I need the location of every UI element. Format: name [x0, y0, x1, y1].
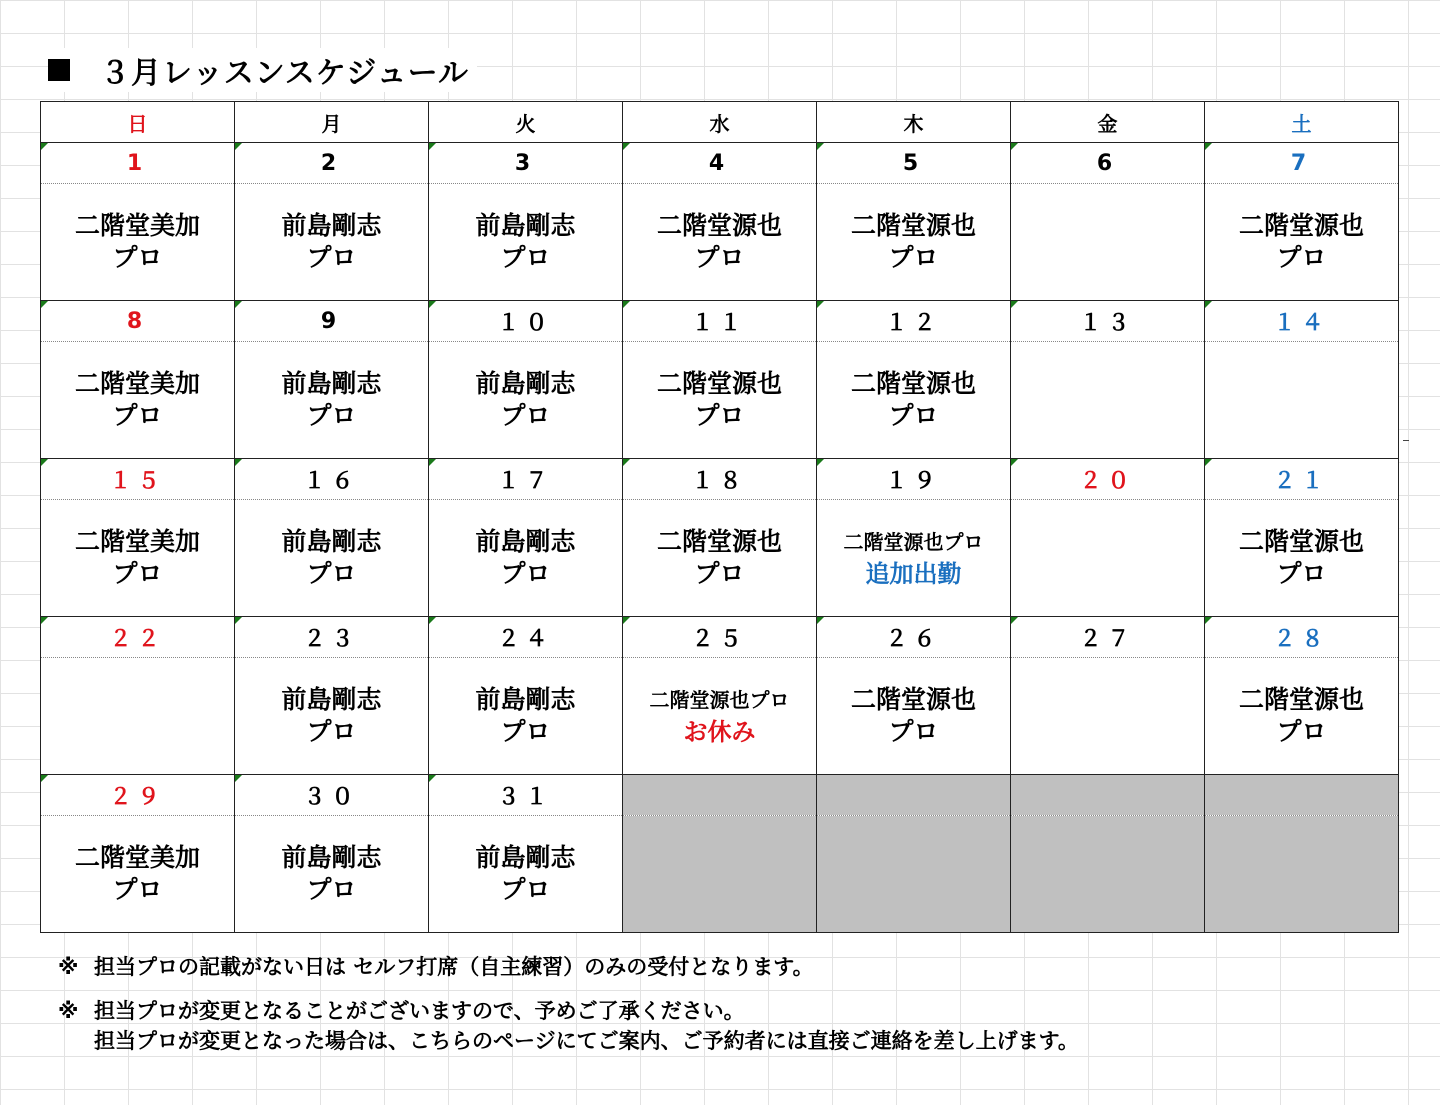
- date-cell: 1: [41, 143, 235, 184]
- schedule-cell: [1205, 184, 1399, 301]
- note-mark: ※: [58, 999, 79, 1023]
- schedule-cell: [429, 816, 623, 933]
- instructor-title: プロ: [888, 717, 939, 746]
- instructor-name: 二階堂源也プロ: [649, 688, 790, 712]
- date-cell: 5: [817, 143, 1011, 184]
- instructor-name: 二階堂源也: [656, 527, 782, 556]
- weekday-sat: 土: [1205, 102, 1399, 143]
- instructor-name: 二階堂源也: [656, 211, 782, 240]
- instructor-name: 二階堂源也: [1238, 685, 1364, 714]
- schedule-cell: [1205, 342, 1399, 459]
- date-cell: ２７: [1011, 617, 1205, 658]
- notes-section: [58, 952, 1079, 1056]
- instructor-title: プロ: [694, 243, 745, 272]
- schedule-cell: [1011, 658, 1205, 775]
- weekday-sun: 日: [41, 102, 235, 143]
- day-off-label: お休み: [683, 718, 756, 746]
- instructor-name: 二階堂美加: [74, 527, 200, 556]
- schedule-cell: [429, 342, 623, 459]
- schedule-cell: [235, 184, 429, 301]
- instructor-title: プロ: [500, 401, 551, 430]
- schedule-cell: [235, 816, 429, 933]
- schedule-cell: [41, 184, 235, 301]
- week-5-date-row: [41, 775, 1399, 816]
- date-cell: ２３: [235, 617, 429, 658]
- note-text: 担当プロが変更となることがございますので、予めご了承ください。: [94, 999, 745, 1023]
- note-row: [58, 996, 1079, 1026]
- date-cell: １４: [1205, 301, 1399, 342]
- schedule-cell: [41, 500, 235, 617]
- date-cell: ２９: [41, 775, 235, 816]
- instructor-title: プロ: [500, 717, 551, 746]
- note-text: 担当プロが変更となった場合は、こちらのページにてご案内、ご予約者には直接ご連絡を差し上げます。: [94, 1029, 1079, 1053]
- date-cell: ２８: [1205, 617, 1399, 658]
- schedule-cell: [1205, 500, 1399, 617]
- schedule-cell: [41, 342, 235, 459]
- instructor-name: 二階堂美加: [74, 369, 200, 398]
- instructor-name: 前島剛志: [281, 369, 382, 398]
- date-cell: １３: [1011, 301, 1205, 342]
- schedule-cell: [1011, 184, 1205, 301]
- week-5-schedule-row: [41, 816, 1399, 933]
- instructor-name: 二階堂源也: [1238, 527, 1364, 556]
- date-cell: １８: [623, 459, 817, 500]
- instructor-name: 二階堂美加: [74, 211, 200, 240]
- instructor-name: 前島剛志: [281, 527, 382, 556]
- blocked-cell: [623, 775, 817, 816]
- instructor-title: プロ: [888, 401, 939, 430]
- weekday-tue: 火: [429, 102, 623, 143]
- instructor-name: 前島剛志: [475, 685, 576, 714]
- date-cell: 2: [235, 143, 429, 184]
- instructor-title: プロ: [694, 559, 745, 588]
- date-cell: 7: [1205, 143, 1399, 184]
- schedule-cell: [41, 816, 235, 933]
- date-cell: ２１: [1205, 459, 1399, 500]
- note-row: [58, 952, 1079, 982]
- date-cell: １９: [817, 459, 1011, 500]
- instructor-title: プロ: [500, 559, 551, 588]
- week-2-date-row: [41, 301, 1399, 342]
- blocked-cell: [1011, 816, 1205, 933]
- date-cell: 3: [429, 143, 623, 184]
- instructor-name: 二階堂源也: [850, 369, 976, 398]
- date-cell: ２６: [817, 617, 1011, 658]
- schedule-cell: [429, 184, 623, 301]
- weekday-wed: 水: [623, 102, 817, 143]
- instructor-title: プロ: [306, 243, 357, 272]
- date-cell: ３１: [429, 775, 623, 816]
- instructor-name: 前島剛志: [281, 685, 382, 714]
- date-cell: ２５: [623, 617, 817, 658]
- schedule-cell: [429, 500, 623, 617]
- blocked-cell: [1205, 775, 1399, 816]
- page-title: [48, 48, 477, 92]
- date-cell: 6: [1011, 143, 1205, 184]
- instructor-title: プロ: [306, 875, 357, 904]
- instructor-title: プロ: [112, 559, 163, 588]
- week-1-date-row: [41, 143, 1399, 184]
- stray-mark: [1403, 440, 1409, 441]
- calendar-table: [40, 101, 1399, 933]
- instructor-name: 前島剛志: [475, 369, 576, 398]
- blocked-cell: [817, 816, 1011, 933]
- schedule-cell: [429, 658, 623, 775]
- date-cell: １６: [235, 459, 429, 500]
- date-cell: １５: [41, 459, 235, 500]
- schedule-cell: [623, 184, 817, 301]
- date-cell: ２２: [41, 617, 235, 658]
- date-cell: １１: [623, 301, 817, 342]
- weekday-header-row: [41, 102, 1399, 143]
- note-mark: ※: [58, 955, 79, 979]
- schedule-cell: [623, 342, 817, 459]
- schedule-cell: [41, 658, 235, 775]
- instructor-title: プロ: [306, 401, 357, 430]
- date-cell: ２４: [429, 617, 623, 658]
- instructor-name: 二階堂美加: [74, 843, 200, 872]
- week-2-schedule-row: [41, 342, 1399, 459]
- instructor-name: 前島剛志: [475, 843, 576, 872]
- instructor-name: 前島剛志: [475, 211, 576, 240]
- schedule-cell: [817, 342, 1011, 459]
- instructor-title: プロ: [306, 559, 357, 588]
- instructor-title: プロ: [306, 717, 357, 746]
- instructor-title: プロ: [500, 875, 551, 904]
- week-1-schedule-row: [41, 184, 1399, 301]
- schedule-cell: [235, 342, 429, 459]
- date-cell: １０: [429, 301, 623, 342]
- instructor-title: プロ: [500, 243, 551, 272]
- date-cell: 9: [235, 301, 429, 342]
- square-bullet-icon: [48, 59, 70, 81]
- schedule-cell: [817, 658, 1011, 775]
- blocked-cell: [1205, 816, 1399, 933]
- note-row: [58, 1026, 1079, 1056]
- schedule-cell: [1011, 500, 1205, 617]
- instructor-title: プロ: [112, 875, 163, 904]
- schedule-cell: [235, 500, 429, 617]
- instructor-title: プロ: [1276, 717, 1327, 746]
- instructor-title: プロ: [1276, 559, 1327, 588]
- schedule-cell: [1011, 342, 1205, 459]
- page-title-text: ３月レッスンスケジュール: [100, 56, 469, 91]
- instructor-name: 前島剛志: [475, 527, 576, 556]
- date-cell: １７: [429, 459, 623, 500]
- date-cell: 8: [41, 301, 235, 342]
- blocked-cell: [817, 775, 1011, 816]
- schedule-cell-extra-shift: [817, 500, 1011, 617]
- schedule-cell: [235, 658, 429, 775]
- instructor-name: 二階堂源也: [850, 685, 976, 714]
- weekday-fri: 金: [1011, 102, 1205, 143]
- weekday-mon: 月: [235, 102, 429, 143]
- week-4-schedule-row: [41, 658, 1399, 775]
- instructor-title: プロ: [888, 243, 939, 272]
- instructor-title: プロ: [1276, 243, 1327, 272]
- schedule-cell: [1205, 658, 1399, 775]
- date-cell: １２: [817, 301, 1011, 342]
- extra-shift-label: 追加出勤: [865, 560, 962, 588]
- date-cell: ３０: [235, 775, 429, 816]
- blocked-cell: [1011, 775, 1205, 816]
- instructor-name: 二階堂源也プロ: [843, 530, 984, 554]
- instructor-title: プロ: [112, 401, 163, 430]
- weekday-thu: 木: [817, 102, 1011, 143]
- instructor-name: 前島剛志: [281, 211, 382, 240]
- instructor-name: 二階堂源也: [1238, 211, 1364, 240]
- date-cell-holiday: ２０: [1011, 459, 1205, 500]
- instructor-name: 二階堂源也: [850, 211, 976, 240]
- schedule-cell: [623, 500, 817, 617]
- note-text: 担当プロの記載がない日は セルフ打席（自主練習）のみの受付となります。: [94, 955, 814, 979]
- week-3-schedule-row: [41, 500, 1399, 617]
- schedule-cell: [817, 184, 1011, 301]
- instructor-name: 前島剛志: [281, 843, 382, 872]
- week-3-date-row: [41, 459, 1399, 500]
- schedule-cell-day-off: [623, 658, 817, 775]
- instructor-name: 二階堂源也: [656, 369, 782, 398]
- instructor-title: プロ: [694, 401, 745, 430]
- date-cell: 4: [623, 143, 817, 184]
- blocked-cell: [623, 816, 817, 933]
- instructor-title: プロ: [112, 243, 163, 272]
- week-4-date-row: [41, 617, 1399, 658]
